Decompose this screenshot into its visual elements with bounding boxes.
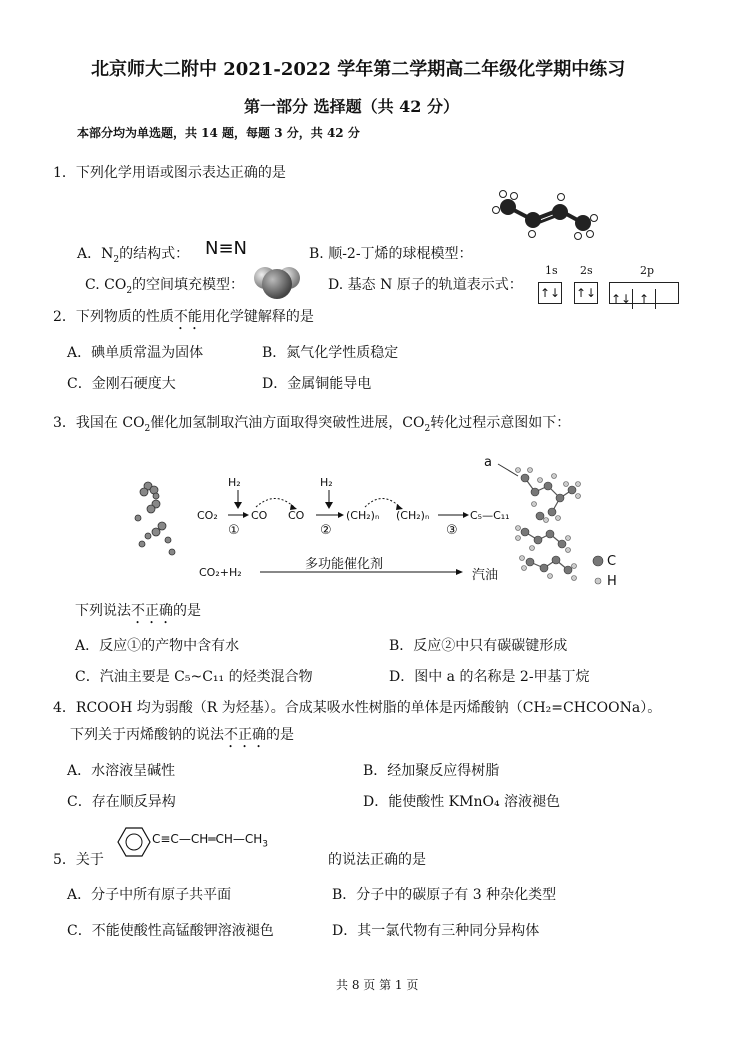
ch2n-label-2: (CH₂)ₙ: [396, 509, 430, 522]
catalyst-label: 多功能催化剂: [305, 557, 384, 572]
q5-structural-formula: $C\equiv C—CH═CH—CH_3$: [152, 832, 268, 850]
q3-stem: 3．我国在 $CO_2$催化加氢制取汽油方面取得突破性进展，$CO_2$转化过程示意图如下：: [53, 415, 571, 434]
q5-stem-prefix: 5．关于: [53, 852, 104, 868]
co-label-2: CO: [288, 509, 305, 522]
orbital-label-2p: 2p: [640, 264, 655, 277]
atom-c2: [525, 212, 541, 228]
orbital-box-1s: ↑↓: [538, 282, 562, 304]
q1-option-a: A．$N_2$的结构式：: [77, 246, 190, 265]
q5-option-d: D．其一氯代物有三种同分异构体: [332, 923, 540, 939]
step-1-marker: ①: [228, 523, 240, 538]
orbital-label-1s: 1s: [545, 264, 558, 277]
q3-lead: 下列说法不正确的是: [75, 603, 201, 619]
step-3-marker: ③: [446, 523, 458, 538]
benzene-ring-icon: [108, 823, 158, 861]
q2-option-c: C．金刚石硬度大: [67, 376, 176, 392]
q5-option-a: A．分子中所有原子共平面: [67, 887, 232, 903]
q3-option-b: B．反应②中只有碳碳键形成: [389, 638, 568, 654]
q2-stem: 2．下列物质的性质不能用化学键解释的是: [53, 309, 314, 325]
atom-c1: [500, 199, 516, 215]
n2-structural-formula: N≡N: [205, 238, 248, 259]
legend-hydrogen: H: [607, 574, 617, 589]
q4-stem: 4．RCOOH 均为弱酸（R 为烃基）。合成某吸水性树脂的单体是丙烯酸钠（CH₂=CHCOONa）。: [53, 700, 662, 716]
co2-label: CO₂: [197, 509, 218, 522]
q5-stem-suffix: 的说法正确的是: [328, 852, 426, 868]
ch2n-label-1: (CH₂)ₙ: [346, 509, 380, 522]
part-heading: 第一部分 选择题（共 42 分）: [244, 97, 459, 116]
part-note: 本部分均为单选题，共 14 题，每题 3 分，共 42 分: [77, 126, 360, 140]
page-footer: 共 8 页 第 1 页: [336, 978, 419, 992]
q4-lead: 下列关于丙烯酸钠的说法不正确的是: [70, 727, 294, 743]
reactants-label: CO₂+H₂: [199, 566, 242, 579]
q3-option-c: C．汽油主要是 C₅~C₁₁ 的烃类混合物: [75, 669, 313, 685]
q1-option-d: D. 基态 N 原子的轨道表示式：: [328, 277, 523, 293]
q1-option-b: B. 顺-2-丁烯的球棍模型：: [309, 246, 473, 262]
q3-option-d: D．图中 a 的名称是 2-甲基丁烷: [389, 669, 590, 685]
co2-space-filling-model: [252, 262, 302, 302]
q1-option-c: C. $CO_2$的空间填充模型：: [85, 277, 245, 296]
h2-label-1: H₂: [228, 476, 241, 489]
q1-stem: 1．下列化学用语或图示表达正确的是: [53, 165, 286, 181]
orbital-box-2s: ↑↓: [574, 282, 598, 304]
step-2-marker: ②: [320, 523, 332, 538]
atom-c3: [552, 204, 568, 220]
q5-option-c: C．不能使酸性高锰酸钾溶液褪色: [67, 923, 274, 939]
gasoline-label: 汽油: [472, 568, 499, 583]
q2-option-a: A．碘单质常温为固体: [67, 345, 204, 361]
c5-c11-label: C₅—C₁₁: [470, 509, 510, 522]
legend-carbon: C: [607, 554, 617, 569]
q5-option-b: B．分子中的碳原子有 3 种杂化类型: [332, 887, 557, 903]
h2-label-2: H₂: [320, 476, 333, 489]
q4-option-a: A．水溶液呈碱性: [67, 763, 176, 779]
exam-title: 北京师大二附中 2021-2022 学年第二学期高二年级化学期中练习: [91, 59, 626, 80]
q4-option-d: D．能使酸性 KMnO₄ 溶液褪色: [363, 794, 561, 810]
q4-option-c: C．存在顺反异构: [67, 794, 176, 810]
butene-ball-stick-model: [486, 180, 606, 240]
co-label-1: CO: [251, 509, 268, 522]
q3-option-a: A．反应①的产物中含有水: [75, 638, 240, 654]
molecule-a-label: a: [484, 455, 492, 470]
atom-c4: [575, 215, 591, 231]
orbital-box-2p: ↑↓ ↑: [609, 282, 679, 304]
q2-option-b: B．氮气化学性质稳定: [262, 345, 399, 361]
orbital-label-2s: 2s: [580, 264, 593, 277]
q4-option-b: B．经加聚反应得树脂: [363, 763, 500, 779]
q2-option-d: D．金属铜能导电: [262, 376, 372, 392]
